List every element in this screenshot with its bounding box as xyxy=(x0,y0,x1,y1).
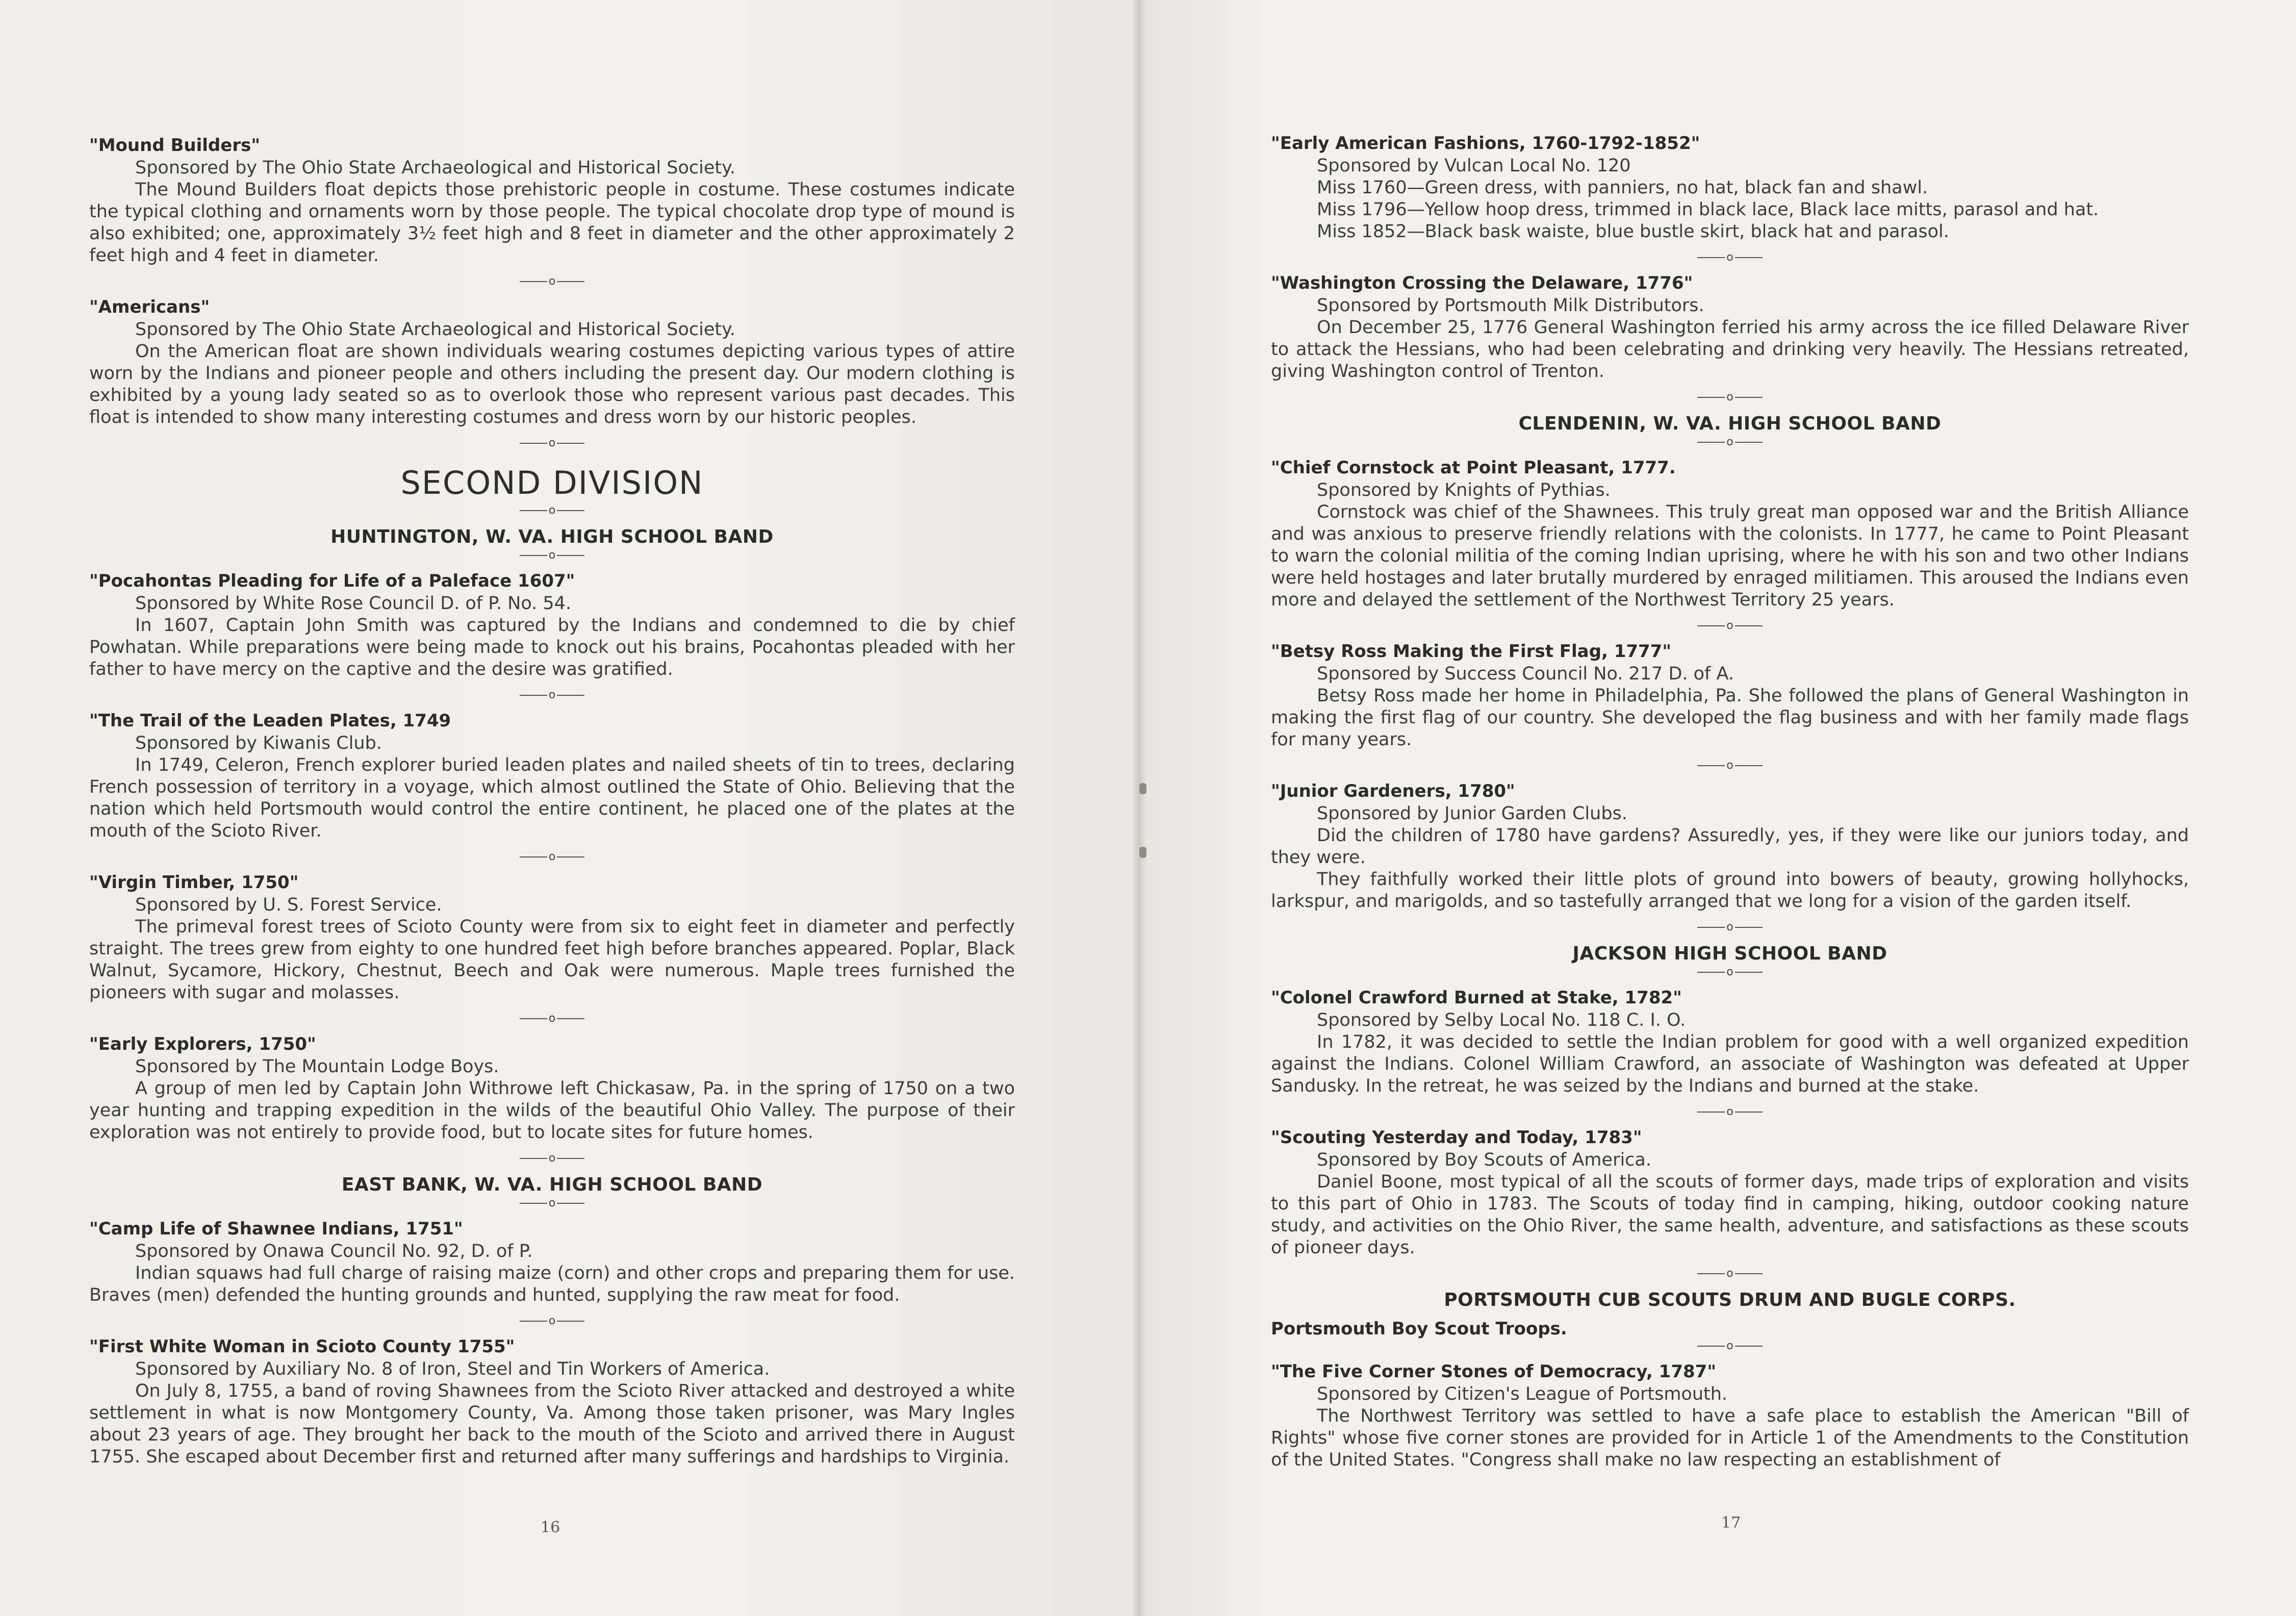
separator-ornament: o xyxy=(89,690,1015,709)
entry-title: "Pocahontas Pleading for Life of a Paleface 1607" xyxy=(89,571,575,591)
band-heading: EAST BANK, W. VA. HIGH SCHOOL BAND xyxy=(341,1174,763,1195)
right-page xyxy=(1138,0,2296,1616)
separator-ornament: o xyxy=(1271,760,2189,779)
band-heading: JACKSON HIGH SCHOOL BAND xyxy=(1572,943,1887,964)
separator-ornament: o xyxy=(1271,392,2189,411)
book-gutter xyxy=(1131,0,1146,1616)
entry-paragraph: In 1607, Captain John Smith was captured by the Indians and condemned to die by chief Powhatan. While preparations were being made to knock out his brains, Pocahontas pleaded with her father to have mercy on the captive and the desire was gratified. xyxy=(89,615,1015,679)
entry-sponsor: Sponsored by The Mountain Lodge Boys. xyxy=(135,1056,499,1077)
entry-sponsor: Sponsored by Knights of Pythias. xyxy=(1317,480,1611,500)
fashion-line: Miss 1760—Green dress, with panniers, no hat, black fan and shawl. xyxy=(1317,178,1928,198)
entry-title: "Virgin Timber, 1750" xyxy=(89,872,299,893)
binding-staple xyxy=(1139,783,1146,794)
separator-ornament: o xyxy=(89,438,1015,457)
separator-ornament: o xyxy=(1271,1106,2189,1126)
separator-ornament: o xyxy=(89,851,1015,871)
entry-paragraph: Cornstock was chief of the Shawnees. This truly great man opposed war and the British Alliance and was anxious to preserve friendly relations with the colonists. In 1777, he came to Point Pleasant to warn the colonial militia of the coming Indian uprising, where he with his son and two other Indians were held hostages and later brutally murdered by enraged militiamen. This aroused the Indians even more and delayed the settlement of the Northwest Territory 25 years. xyxy=(1271,502,2189,610)
entry-paragraph: Daniel Boone, most typical of all the scouts of former days, made trips of exploration and visits to this part of Ohio in 1783. The Scouts of today find in camping, hiking, outdoor cooking nature study, and activities on the Ohio River, the same health, adventure, and satisfactions as these scouts of pioneer days. xyxy=(1271,1172,2189,1258)
entry-washington xyxy=(1271,271,2189,383)
separator-ornament: o xyxy=(89,1153,1015,1172)
entry-sponsor: Sponsored by Selby Local No. 118 C. I. O. xyxy=(1317,1010,1686,1030)
separator-ornament: o xyxy=(1271,922,2189,941)
band-heading: HUNTINGTON, W. VA. HIGH SCHOOL BAND xyxy=(330,526,774,547)
division-heading: SECOND DIVISION xyxy=(400,464,704,501)
entry-title: "Scouting Yesterday and Today, 1783" xyxy=(1271,1127,1642,1148)
separator-ornament: o xyxy=(1271,1341,2189,1360)
entry-paragraph: Did the children of 1780 have gardens? Assuredly, yes, if they were like our juniors today, and they were. xyxy=(1271,825,2189,868)
entry-sponsor: Sponsored by Vulcan Local No. 120 xyxy=(1317,156,1631,176)
entry-sponsor: Sponsored by U. S. Forest Service. xyxy=(135,895,442,915)
separator-ornament: o xyxy=(1271,1268,2189,1287)
separator-ornament: o xyxy=(89,1316,1015,1335)
entry-paragraph: In 1749, Celeron, French explorer buried leaden plates and nailed sheets of tin to trees, declaring French possession of territory in a voyage, which almost outlined the State of Ohio. Believing that the nation which held Portsmouth would control the entire continent, he placed one of the plates at the mouth of the Scioto River. xyxy=(89,755,1015,841)
entry-title: "Early Explorers, 1750" xyxy=(89,1034,316,1054)
entry-sponsor: Sponsored by Portsmouth Milk Distributors. xyxy=(1317,295,1704,316)
entry-first-white-woman xyxy=(89,1335,1015,1468)
entry-paragraph: The Northwest Territory was settled to have a safe place to establish the American "Bill of Rights" whose five corner stones are provided for in Article 1 of the Amendments to the Constitution of the United States. "Congress shall make no law respecting an establishment of xyxy=(1271,1406,2189,1470)
entry-paragraph: A group of men led by Captain John Withrowe left Chickasaw, Pa. in the spring of 1750 on a two year hunting and trapping expedition in the wilds of the beautiful Ohio Valley. The purpose of their exploration was not entirely to provide food, but to locate sites for future homes. xyxy=(89,1078,1015,1143)
entry-leaden-plates xyxy=(89,709,1015,842)
entry-crawford xyxy=(1271,986,2189,1097)
left-column xyxy=(89,134,1015,1477)
entry-paragraph: The primeval forest trees of Scioto County were from six to eight feet in diameter and perfectly straight. The trees grew from eighty to one hundred feet high before branches appeared. Poplar, Black Walnut, Sycamore, Hickory, Chestnut, Beech and Oak were numerous. Maple trees furnished the pioneers with sugar and molasses. xyxy=(89,917,1015,1003)
entry-title: "First White Woman in Scioto County 1755" xyxy=(89,1336,515,1357)
entry-title: "The Five Corner Stones of Democracy, 1787" xyxy=(1271,1361,1717,1382)
separator-ornament: o xyxy=(89,1013,1015,1032)
entry-mound-builders xyxy=(89,134,1015,267)
entry-sponsor: Sponsored by Success Council No. 217 D. of A. xyxy=(1317,664,1734,684)
entry-title: "Camp Life of Shawnee Indians, 1751" xyxy=(89,1219,463,1239)
entry-americans xyxy=(89,295,1015,428)
entry-sponsor: Sponsored by Boy Scouts of America. xyxy=(1317,1150,1651,1170)
entry-sponsor: Sponsored by Kiwanis Club. xyxy=(135,733,382,753)
entry-title: "Junior Gardeners, 1780" xyxy=(1271,781,1515,801)
entry-sponsor: Sponsored by Junior Garden Clubs. xyxy=(1317,803,1627,824)
separator-ornament: o xyxy=(89,550,1015,569)
entry-title: "Betsy Ross Making the First Flag, 1777" xyxy=(1271,641,1672,662)
separator-ornament: o xyxy=(1271,252,2189,271)
troops-heading: Portsmouth Boy Scout Troops. xyxy=(1271,1319,1567,1339)
separator-ornament: o xyxy=(89,1198,1015,1217)
entry-pocahontas xyxy=(89,569,1015,680)
entry-title: "Mound Builders" xyxy=(89,135,261,156)
page-number: 16 xyxy=(541,1519,560,1536)
entry-paragraph: The Mound Builders float depicts those prehistoric people in costume. These costumes indicate the typical clothing and ornaments worn by those people. The typical chocolate drop type of mound is also exhibited; one, approximately 3½ feet high and 8 feet in diameter and the other approximately 2 feet high and 4 feet in diameter. xyxy=(89,180,1015,266)
entry-title: "Washington Crossing the Delaware, 1776" xyxy=(1271,273,1693,293)
band-heading: PORTSMOUTH CUB SCOUTS DRUM AND BUGLE CORPS. xyxy=(1444,1290,2016,1310)
entry-paragraph: Betsy Ross made her home in Philadelphia, Pa. She followed the plans of General Washington in making the first flag of our country. She developed the flag business and with her family made flags for many years. xyxy=(1271,686,2189,750)
fashion-line: Miss 1796—Yellow hoop dress, trimmed in black lace, Black lace mitts, parasol and hat. xyxy=(1317,199,2099,220)
entry-cornstock xyxy=(1271,456,2189,611)
right-column xyxy=(1271,132,2189,1480)
page-number: 17 xyxy=(1721,1514,1741,1532)
entry-scouting xyxy=(1271,1126,2189,1259)
separator-ornament: o xyxy=(1271,967,2189,986)
entry-betsy-ross xyxy=(1271,640,2189,751)
entry-title: "Colonel Crawford Burned at Stake, 1782" xyxy=(1271,988,1682,1008)
separator-ornament: o xyxy=(1271,620,2189,640)
entry-five-corner-stones xyxy=(1271,1360,2189,1471)
entry-title: "The Trail of the Leaden Plates, 1749 xyxy=(89,711,451,731)
entry-sponsor: Sponsored by Auxiliary No. 8 of Iron, Steel and Tin Workers of America. xyxy=(135,1359,770,1379)
entry-title: "Early American Fashions, 1760-1792-1852" xyxy=(1271,133,1700,154)
entry-paragraph: In 1782, it was decided to settle the Indian problem for good with a well organized expedition against the Indians. Colonel William Crawford, an associate of Washington was defeated at Upper Sandusky. In the retreat, he was seized by the Indians and burned at the stake. xyxy=(1271,1032,2189,1096)
entry-sponsor: Sponsored by The Ohio State Archaeological and Historical Society. xyxy=(135,319,735,340)
entry-paragraph: Indian squaws had full charge of raising maize (corn) and other crops and preparing them for use. Braves (men) defended the hunting grounds and hunted, supplying the raw meat for food. xyxy=(89,1263,1015,1305)
entry-camp-life xyxy=(89,1217,1015,1306)
entry-fashions xyxy=(1271,132,2189,243)
entry-title: "Americans" xyxy=(89,297,210,317)
entry-sponsor: Sponsored by Citizen's League of Portsmouth. xyxy=(1317,1384,1728,1404)
separator-ornament: o xyxy=(89,505,1015,524)
band-heading: CLENDENIN, W. VA. HIGH SCHOOL BAND xyxy=(1518,413,1942,434)
entry-paragraph: They faithfully worked their little plots of ground into bowers of beauty, growing hollyhocks, larkspur, and marigolds, and so tastefully arranged that we long for a vision of the garden itself. xyxy=(1271,869,2189,912)
entry-sponsor: Sponsored by Onawa Council No. 92, D. of P. xyxy=(135,1241,533,1261)
separator-ornament: o xyxy=(89,276,1015,295)
entry-early-explorers xyxy=(89,1032,1015,1144)
separator-ornament: o xyxy=(1271,437,2189,456)
left-page xyxy=(0,0,1138,1616)
entry-virgin-timber xyxy=(89,871,1015,1004)
entry-paragraph: On the American float are shown individuals wearing costumes depicting various types of attire worn by the Indians and pioneer people and others including the present day. Our modern clothing is exhibited by a young lady seated so as to overlook those who represent various past decades. This float is intended to show many interesting costumes and dress worn by our historic peoples. xyxy=(89,341,1015,427)
entry-paragraph: On December 25, 1776 General Washington ferried his army across the ice filled Delaware River to attack the Hessians, who had been celebrating and drinking very heavily. The Hessians retreated, giving Washington control of Trenton. xyxy=(1271,317,2189,382)
fashion-line: Miss 1852—Black bask waiste, blue bustle skirt, black hat and parasol. xyxy=(1317,221,1949,242)
entry-junior-gardeners xyxy=(1271,779,2189,913)
entry-paragraph: On July 8, 1755, a band of roving Shawnees from the Scioto River attacked and destroyed a white settlement in what is now Montgomery County, Va. Among those taken prisoner, was Mary Ingles about 23 years of age. They brought her back to the mouth of the Scioto and arrived there in August 1755. She escaped about December first and returned after many sufferings and hardships to Virginia. xyxy=(89,1381,1015,1467)
entry-sponsor: Sponsored by White Rose Council D. of P. No. 54. xyxy=(135,593,572,614)
entry-sponsor: Sponsored by The Ohio State Archaeological and Historical Society. xyxy=(135,158,735,178)
entry-title: "Chief Cornstock at Point Pleasant, 1777. xyxy=(1271,458,1676,478)
binding-staple xyxy=(1139,847,1146,858)
